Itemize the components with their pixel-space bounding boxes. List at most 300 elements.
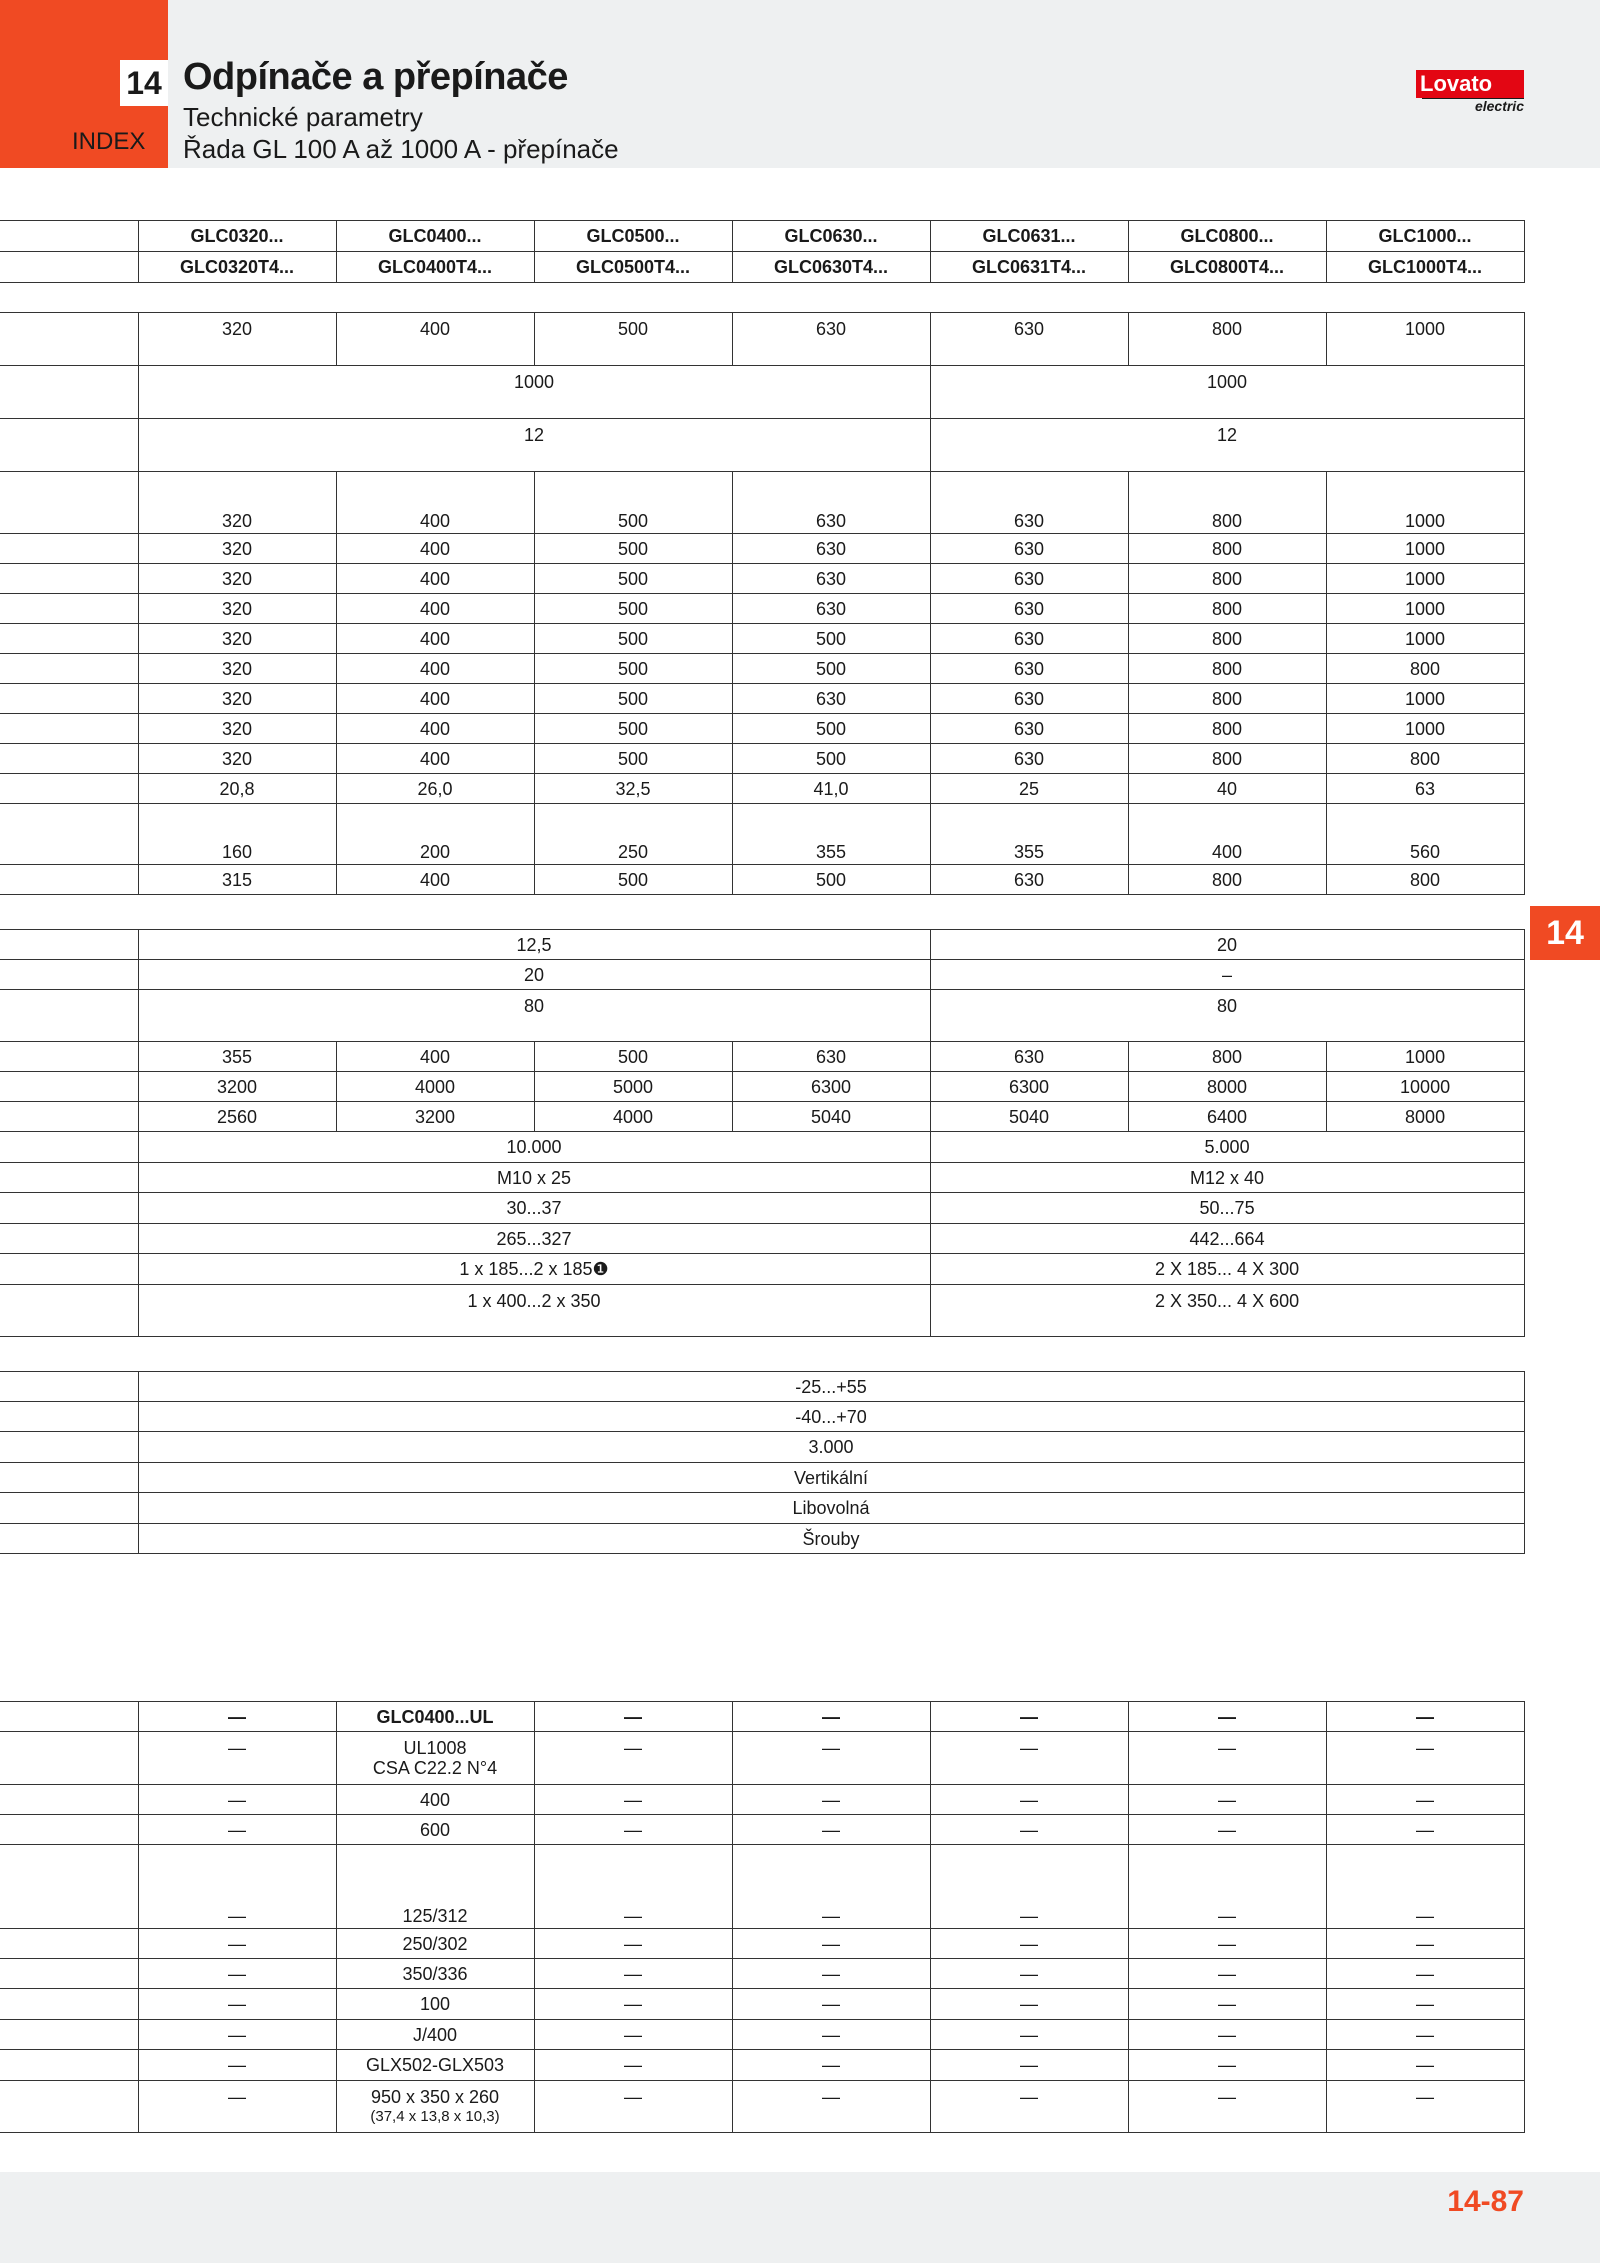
logo-text: Lovato <box>1416 70 1524 98</box>
table-row <box>0 624 1524 654</box>
table-row <box>0 865 1524 895</box>
label-cell <box>0 564 138 594</box>
value-cell: — <box>138 1845 336 1929</box>
table-row <box>0 654 1524 684</box>
value-cell: 80 <box>138 990 930 1042</box>
certification-cell <box>336 1732 534 1785</box>
label-cell <box>0 366 138 419</box>
value-cell: — <box>534 1959 732 1989</box>
table-row <box>0 774 1524 804</box>
value-cell: 500 <box>534 714 732 744</box>
value-cell: 630 <box>732 594 930 624</box>
value-cell: — <box>930 2020 1128 2050</box>
value-cell: 630 <box>732 564 930 594</box>
dimensions-cell <box>336 2081 534 2133</box>
value-cell: 500 <box>534 744 732 774</box>
value-cell: 400 <box>336 564 534 594</box>
value-cell: — <box>930 1845 1128 1929</box>
label-cell <box>0 865 138 895</box>
index-link[interactable]: INDEX <box>72 128 146 155</box>
label-cell <box>0 1785 138 1815</box>
value-cell: — <box>534 2050 732 2081</box>
value-cell: — <box>1128 1959 1326 1989</box>
value-cell: 400 <box>336 594 534 624</box>
table-row <box>0 534 1524 564</box>
value-cell: 320 <box>138 654 336 684</box>
table-row <box>0 1524 1524 1554</box>
csa-cert-text: CSA C22.2 N°4 <box>372 1758 498 1778</box>
value-cell: 1000 <box>1326 684 1524 714</box>
value-cell: 800 <box>1128 313 1326 366</box>
label-cell <box>0 744 138 774</box>
label-cell <box>0 1402 138 1432</box>
value-cell: — <box>534 1815 732 1845</box>
environment-table <box>0 1371 1525 1554</box>
value-cell: 20 <box>138 960 930 990</box>
dimensions-mm: 950 x 350 x 260 <box>370 2087 500 2107</box>
table-row <box>0 1254 1524 1285</box>
model-cell: GLC0400...UL <box>336 1702 534 1732</box>
series-subtitle: Řada GL 100 A až 1000 A - přepínače <box>183 134 619 164</box>
label-cell <box>0 2081 138 2133</box>
value-cell: 500 <box>534 1042 732 1072</box>
value-cell: — <box>1326 1989 1524 2020</box>
model-cell: GLC1000... <box>1326 221 1524 252</box>
value-cell: 400 <box>336 534 534 564</box>
short-circuit-table <box>0 929 1525 1337</box>
value-cell: 630 <box>930 472 1128 534</box>
value-cell: M10 x 25 <box>138 1163 930 1193</box>
table-row <box>0 1072 1524 1102</box>
value-cell: 500 <box>732 744 930 774</box>
value-cell: — <box>1326 1815 1524 1845</box>
label-cell <box>0 1732 138 1785</box>
value-cell: — <box>930 2081 1128 2133</box>
value-cell: 400 <box>336 624 534 654</box>
value-cell: — <box>1128 2050 1326 2081</box>
value-cell: 630 <box>732 313 930 366</box>
value-cell: 355 <box>138 1042 336 1072</box>
value-cell: 630 <box>930 684 1128 714</box>
table-row <box>0 594 1524 624</box>
table-row <box>0 1224 1524 1254</box>
value-cell: 1000 <box>1326 1042 1524 1072</box>
model-cell: GLC0631T4... <box>930 252 1128 283</box>
value-cell: 630 <box>732 1042 930 1072</box>
table-row <box>0 1959 1524 1989</box>
table-row <box>0 1732 1524 1785</box>
value-cell: 400 <box>336 654 534 684</box>
model-cell: GLC0400T4... <box>336 252 534 283</box>
value-cell: — <box>534 1785 732 1815</box>
value-cell: — <box>1326 1702 1524 1732</box>
value-cell: — <box>930 1785 1128 1815</box>
table-row <box>0 2081 1524 2133</box>
table-row <box>0 1432 1524 1463</box>
value-cell: 800 <box>1128 564 1326 594</box>
value-cell: 40 <box>1128 774 1326 804</box>
value-cell: — <box>1128 1732 1326 1785</box>
value-cell: 265...327 <box>138 1224 930 1254</box>
table-row <box>0 990 1524 1042</box>
model-cell: GLC0500... <box>534 221 732 252</box>
value-cell: 5.000 <box>930 1132 1524 1163</box>
value-cell: 800 <box>1326 744 1524 774</box>
table-row <box>0 1193 1524 1224</box>
table-row <box>0 252 1524 283</box>
value-cell: 630 <box>930 865 1128 895</box>
value-cell: — <box>138 1959 336 1989</box>
value-cell: — <box>732 2020 930 2050</box>
table-row <box>0 221 1524 252</box>
table-row <box>0 1989 1524 2020</box>
value-cell: 560 <box>1326 804 1524 865</box>
label-cell <box>0 1989 138 2020</box>
table-row <box>0 1102 1524 1132</box>
value-cell: — <box>930 1959 1128 1989</box>
table-row <box>0 472 1524 534</box>
value-cell: 500 <box>534 654 732 684</box>
ul-cert-text: UL1008 <box>403 1738 467 1758</box>
value-cell: — <box>930 1929 1128 1959</box>
logo-subtext: electric <box>1422 98 1524 114</box>
label-cell <box>0 419 138 472</box>
value-cell: 1000 <box>1326 564 1524 594</box>
page-subtitle: Technické parametry <box>183 102 423 132</box>
label-cell <box>0 221 138 252</box>
value-cell: 50...75 <box>930 1193 1524 1224</box>
label-cell <box>0 1132 138 1163</box>
label-cell <box>0 1042 138 1072</box>
value-cell: 630 <box>732 472 930 534</box>
value-cell: 32,5 <box>534 774 732 804</box>
value-cell: — <box>138 1929 336 1959</box>
value-cell: 630 <box>930 744 1128 774</box>
value-cell: 1000 <box>1326 313 1524 366</box>
value-cell: 630 <box>930 1042 1128 1072</box>
table-row <box>0 1845 1524 1929</box>
table-row <box>0 564 1524 594</box>
value-cell: 630 <box>732 684 930 714</box>
table-row <box>0 744 1524 774</box>
model-cell: GLC0631... <box>930 221 1128 252</box>
value-cell: 320 <box>138 564 336 594</box>
label-cell <box>0 1432 138 1463</box>
value-cell: — <box>930 1702 1128 1732</box>
table-row <box>0 1163 1524 1193</box>
value-cell: 320 <box>138 594 336 624</box>
label-cell <box>0 1959 138 1989</box>
label-cell <box>0 1285 138 1337</box>
value-cell: 1000 <box>1326 714 1524 744</box>
value-cell: 400 <box>336 1785 534 1815</box>
value-cell: J/400 <box>336 2020 534 2050</box>
value-cell: — <box>1326 2020 1524 2050</box>
model-cell: GLC0800T4... <box>1128 252 1326 283</box>
label-cell <box>0 1845 138 1929</box>
value-cell: 6300 <box>930 1072 1128 1102</box>
value-cell: 500 <box>732 714 930 744</box>
value-cell: 800 <box>1326 654 1524 684</box>
value-cell: 500 <box>534 534 732 564</box>
value-cell: 800 <box>1128 624 1326 654</box>
value-cell: -40...+70 <box>138 1402 1524 1432</box>
value-cell: 20 <box>930 930 1524 960</box>
table-row <box>0 1785 1524 1815</box>
value-cell: 1000 <box>138 366 930 419</box>
ul-certification-table <box>0 1701 1525 2133</box>
value-cell: 125/312 <box>336 1845 534 1929</box>
value-cell: 12 <box>930 419 1524 472</box>
value-cell: -25...+55 <box>138 1372 1524 1402</box>
value-cell: — <box>534 1929 732 1959</box>
value-cell: — <box>732 1732 930 1785</box>
value-cell: — <box>1326 1732 1524 1785</box>
value-cell: 400 <box>336 865 534 895</box>
label-cell <box>0 1163 138 1193</box>
value-cell: 3200 <box>138 1072 336 1102</box>
value-cell: – <box>930 960 1524 990</box>
label-cell <box>0 1193 138 1224</box>
index-tab[interactable] <box>0 0 168 168</box>
value-cell: — <box>930 2050 1128 2081</box>
value-cell: — <box>1326 1959 1524 1989</box>
value-cell: 320 <box>138 714 336 744</box>
value-cell: 400 <box>336 684 534 714</box>
value-cell: 630 <box>930 594 1128 624</box>
label-cell <box>0 774 138 804</box>
value-cell: — <box>534 1732 732 1785</box>
value-cell: Šrouby <box>138 1524 1524 1554</box>
table-row <box>0 2050 1524 2081</box>
value-cell: 320 <box>138 534 336 564</box>
value-cell: — <box>1326 1845 1524 1929</box>
value-cell: — <box>1128 2081 1326 2133</box>
value-cell: 500 <box>732 865 930 895</box>
value-cell: 2560 <box>138 1102 336 1132</box>
label-cell <box>0 1524 138 1554</box>
value-cell: 630 <box>930 313 1128 366</box>
value-cell: 2 X 185... 4 X 300 <box>930 1254 1524 1285</box>
value-cell: 6400 <box>1128 1102 1326 1132</box>
table-row <box>0 1493 1524 1524</box>
value-cell: 800 <box>1128 594 1326 624</box>
label-cell <box>0 1929 138 1959</box>
value-cell: — <box>138 1785 336 1815</box>
value-cell: 800 <box>1128 714 1326 744</box>
value-cell: 160 <box>138 804 336 865</box>
value-cell: — <box>138 1732 336 1785</box>
label-cell <box>0 2050 138 2081</box>
value-cell: 4000 <box>534 1102 732 1132</box>
label-cell <box>0 684 138 714</box>
table-row <box>0 1285 1524 1337</box>
table-row <box>0 960 1524 990</box>
table-row <box>0 930 1524 960</box>
label-cell <box>0 960 138 990</box>
footer-band <box>0 2172 1600 2263</box>
value-cell: — <box>732 2081 930 2133</box>
value-cell: Libovolná <box>138 1493 1524 1524</box>
value-cell: 320 <box>138 472 336 534</box>
chapter-side-tab[interactable]: 14 <box>1530 906 1600 960</box>
label-cell <box>0 472 138 534</box>
value-cell: 500 <box>534 865 732 895</box>
model-cell: GLC0800... <box>1128 221 1326 252</box>
label-cell <box>0 2020 138 2050</box>
value-cell: 400 <box>336 472 534 534</box>
value-cell: — <box>1128 1929 1326 1959</box>
value-cell: 630 <box>930 714 1128 744</box>
value-cell: 6300 <box>732 1072 930 1102</box>
value-cell: 4000 <box>336 1072 534 1102</box>
value-cell: 400 <box>336 313 534 366</box>
value-cell: — <box>1128 1815 1326 1845</box>
table-row <box>0 1702 1524 1732</box>
value-cell: 80 <box>930 990 1524 1042</box>
value-cell: 5000 <box>534 1072 732 1102</box>
value-cell: 1000 <box>930 366 1524 419</box>
value-cell: — <box>1128 1845 1326 1929</box>
value-cell: 5040 <box>930 1102 1128 1132</box>
label-cell <box>0 252 138 283</box>
value-cell: — <box>138 2020 336 2050</box>
label-cell <box>0 714 138 744</box>
table-row <box>0 1042 1524 1072</box>
value-cell: 500 <box>534 594 732 624</box>
value-cell: 350/336 <box>336 1959 534 1989</box>
value-cell: 41,0 <box>732 774 930 804</box>
value-cell: 355 <box>930 804 1128 865</box>
value-cell: 600 <box>336 1815 534 1845</box>
value-cell: 8000 <box>1326 1102 1524 1132</box>
value-cell: — <box>534 2081 732 2133</box>
value-cell: 320 <box>138 744 336 774</box>
value-cell: 630 <box>930 534 1128 564</box>
value-cell: 100 <box>336 1989 534 2020</box>
value-cell: 320 <box>138 624 336 654</box>
value-cell: — <box>1128 1989 1326 2020</box>
value-cell: 630 <box>930 564 1128 594</box>
value-cell: — <box>930 1732 1128 1785</box>
value-cell: 500 <box>534 624 732 654</box>
value-cell: 800 <box>1128 534 1326 564</box>
value-cell: GLX502-GLX503 <box>336 2050 534 2081</box>
table-row <box>0 1929 1524 1959</box>
model-cell: GLC0320T4... <box>138 252 336 283</box>
value-cell: 1 x 185...2 x 185❶ <box>138 1254 930 1285</box>
value-cell: 250/302 <box>336 1929 534 1959</box>
model-cell: GLC1000T4... <box>1326 252 1524 283</box>
value-cell: — <box>732 1929 930 1959</box>
value-cell: — <box>534 1989 732 2020</box>
value-cell: — <box>732 1959 930 1989</box>
value-cell: — <box>138 2081 336 2133</box>
value-cell: 315 <box>138 865 336 895</box>
value-cell: — <box>732 1845 930 1929</box>
table-row <box>0 714 1524 744</box>
value-cell: 26,0 <box>336 774 534 804</box>
value-cell: 800 <box>1128 684 1326 714</box>
table-row <box>0 1402 1524 1432</box>
label-cell <box>0 1102 138 1132</box>
value-cell: 800 <box>1326 865 1524 895</box>
table-row <box>0 313 1524 366</box>
value-cell: 12,5 <box>138 930 930 960</box>
value-cell: — <box>930 1815 1128 1845</box>
value-cell: 500 <box>534 472 732 534</box>
label-cell <box>0 1493 138 1524</box>
value-cell: 63 <box>1326 774 1524 804</box>
value-cell: 3.000 <box>138 1432 1524 1463</box>
value-cell: — <box>138 1815 336 1845</box>
value-cell: 800 <box>1128 744 1326 774</box>
value-cell: 800 <box>1128 865 1326 895</box>
value-cell: — <box>732 1815 930 1845</box>
value-cell: 800 <box>1128 1042 1326 1072</box>
label-cell <box>0 1815 138 1845</box>
label-cell <box>0 594 138 624</box>
value-cell: 1000 <box>1326 472 1524 534</box>
label-cell <box>0 1254 138 1285</box>
value-cell: 500 <box>732 654 930 684</box>
model-cell: GLC0400... <box>336 221 534 252</box>
label-cell <box>0 1372 138 1402</box>
model-cell: GLC0630... <box>732 221 930 252</box>
model-cell: GLC0630T4... <box>732 252 930 283</box>
dimensions-in: (37,4 x 13,8 x 10,3) <box>370 2108 500 2125</box>
chapter-number: 14 <box>120 60 168 106</box>
model-table <box>0 220 1525 283</box>
value-cell: — <box>1326 2050 1524 2081</box>
value-cell: 400 <box>336 1042 534 1072</box>
table-row <box>0 419 1524 472</box>
label-cell <box>0 534 138 564</box>
value-cell: — <box>534 2020 732 2050</box>
value-cell: — <box>732 1702 930 1732</box>
value-cell: — <box>732 1785 930 1815</box>
value-cell: 500 <box>534 313 732 366</box>
value-cell: — <box>1128 1702 1326 1732</box>
value-cell: — <box>732 1989 930 2020</box>
value-cell: — <box>1128 1785 1326 1815</box>
value-cell: 442...664 <box>930 1224 1524 1254</box>
page-number: 14-87 <box>1447 2185 1524 2218</box>
value-cell: 630 <box>930 624 1128 654</box>
value-cell: 500 <box>534 684 732 714</box>
value-cell: — <box>930 1989 1128 2020</box>
label-cell <box>0 1224 138 1254</box>
value-cell: 12 <box>138 419 930 472</box>
value-cell: 400 <box>1128 804 1326 865</box>
value-cell: — <box>1128 2020 1326 2050</box>
lovato-logo <box>1416 70 1524 114</box>
value-cell: — <box>1326 1785 1524 1815</box>
label-cell <box>0 1463 138 1493</box>
value-cell: 5040 <box>732 1102 930 1132</box>
value-cell: 800 <box>1128 654 1326 684</box>
value-cell: 400 <box>336 744 534 774</box>
value-cell: 8000 <box>1128 1072 1326 1102</box>
value-cell: 250 <box>534 804 732 865</box>
value-cell: 30...37 <box>138 1193 930 1224</box>
value-cell: — <box>1326 1929 1524 1959</box>
label-cell <box>0 624 138 654</box>
table-row <box>0 2020 1524 2050</box>
model-cell: GLC0320... <box>138 221 336 252</box>
table-row <box>0 366 1524 419</box>
value-cell: Vertikální <box>138 1463 1524 1493</box>
